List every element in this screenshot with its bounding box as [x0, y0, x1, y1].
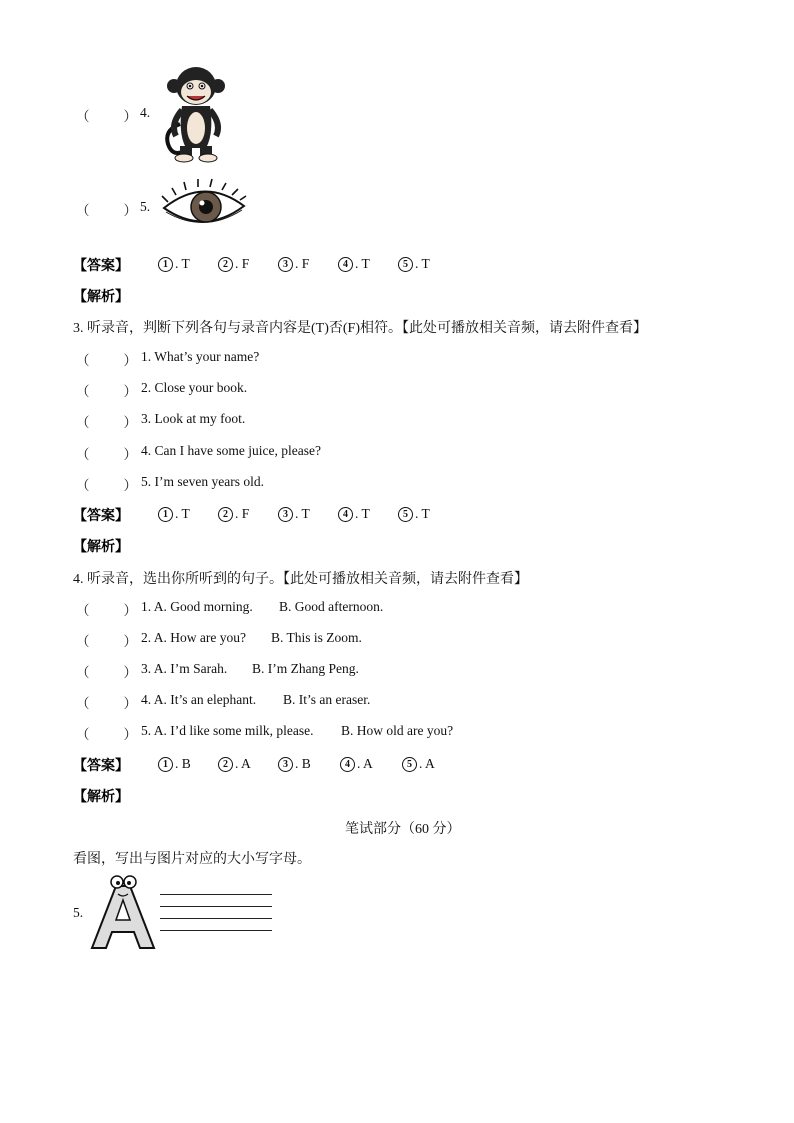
answer-paren[interactable]: （ ） [76, 203, 137, 218]
option-b: B. I’m Zhang Peng. [252, 661, 359, 676]
answer-paren[interactable]: （ ） [76, 665, 137, 680]
answer-paren[interactable]: （ ） [76, 478, 137, 493]
option-b: B. How old are you? [341, 723, 454, 738]
answer-paren[interactable]: （ ） [76, 603, 137, 618]
eye-picture [160, 178, 248, 234]
answer-paren[interactable]: （ ） [76, 634, 137, 649]
written-part-title: 笔试部分（60 分） [345, 822, 461, 837]
written-instruction: 看图，写出与图片对应的大小写字母。 [73, 852, 311, 867]
answer-label: 【答案】 [73, 259, 129, 274]
option-a: 5. A. I’d like some milk, please. [141, 723, 314, 738]
analysis-label: 【解析】 [73, 540, 129, 555]
option-a: 2. A. How are you? [141, 630, 246, 645]
option-a: 4. A. It’s an elephant. [141, 692, 257, 707]
question-number: 4. [140, 105, 151, 120]
answer-paren[interactable]: （ ） [76, 696, 137, 711]
option-b: B. Good afternoon. [279, 599, 384, 614]
analysis-label: 【解析】 [73, 790, 129, 805]
list-item: 2. Close your book. [141, 380, 248, 395]
answer-label: 【答案】 [73, 759, 129, 774]
answer-paren[interactable]: （ ） [76, 415, 137, 430]
answer-paren[interactable]: （ ） [76, 109, 137, 124]
option-b: B. This is Zoom. [271, 630, 362, 645]
option-a: 3. A. I’m Sarah. [141, 661, 228, 676]
list-item: 1. What’s your name? [141, 349, 260, 364]
list-item: 4. Can I have some juice, please? [141, 443, 321, 458]
option-b: B. It’s an eraser. [283, 692, 371, 707]
answer-paren[interactable]: （ ） [76, 353, 137, 368]
answer-paren[interactable]: （ ） [76, 727, 137, 742]
section-3-title: 3. 听录音，判断下列各句与录音内容是(T)否(F)相符。【此处可播放相关音频，请去附件查看】 [73, 321, 647, 336]
question-number: 5. [73, 905, 84, 920]
answer-label: 【答案】 [73, 509, 129, 524]
question-number: 5. [140, 199, 151, 214]
option-a: 1. A. Good morning. [141, 599, 253, 614]
monkey-picture [160, 64, 232, 164]
letter-a-picture [88, 872, 158, 952]
section-4-title: 4. 听录音，选出你所听到的句子。【此处可播放相关音频，请去附件查看】 [73, 572, 528, 587]
list-item: 3. Look at my foot. [141, 411, 246, 426]
answer-paren[interactable]: （ ） [76, 447, 137, 462]
answer-paren[interactable]: （ ） [76, 384, 137, 399]
list-item: 5. I’m seven years old. [141, 474, 264, 489]
analysis-label: 【解析】 [73, 290, 129, 305]
